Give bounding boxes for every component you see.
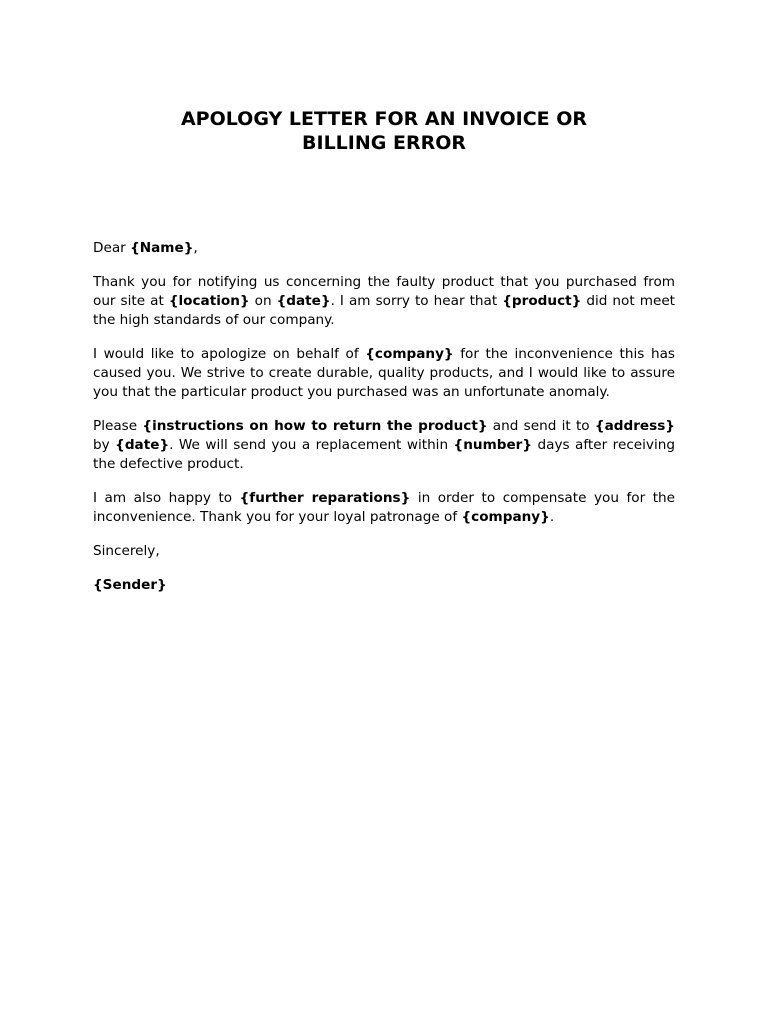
placeholder-product: {product} <box>502 293 582 309</box>
paragraph-1 <box>93 273 675 330</box>
p3-text-4: . We will send you a replacement within <box>169 437 454 453</box>
placeholder-sender: {Sender} <box>93 577 167 593</box>
p2-text-2: for the inconvenience this has caused you. We strive to create durable, quality products, and I would like to assure you that the particular product you purchased was an unfortunate anomaly. <box>93 346 675 400</box>
p4-text-3: . <box>549 509 555 525</box>
paragraph-3 <box>93 417 675 474</box>
p2-text-1: I would like to apologize on behalf of <box>93 346 366 362</box>
placeholder-instructions: {instructions on how to return the product} <box>142 418 488 434</box>
p4-text-2: in order to compensate you for the inconvenience. Thank you for your loyal patronage of <box>93 490 676 525</box>
title-line-1: APOLOGY LETTER FOR AN INVOICE OR <box>180 108 588 130</box>
p3-text-1: Please <box>93 418 143 434</box>
letter-body <box>93 239 675 610</box>
p3-text-3: by <box>93 437 116 453</box>
placeholder-company: {company} <box>365 346 454 362</box>
placeholder-number: {number} <box>453 437 533 453</box>
placeholder-name: {Name} <box>130 240 194 256</box>
paragraph-4 <box>93 489 675 527</box>
greeting-suffix: , <box>193 240 198 256</box>
placeholder-location: {location} <box>168 293 250 309</box>
signoff: Sincerely, <box>93 543 160 559</box>
p3-text-5: days after receiving the defective product. <box>93 437 675 472</box>
letter-title <box>93 107 675 155</box>
placeholder-company-2: {company} <box>461 509 550 525</box>
placeholder-date-2: {date} <box>115 437 170 453</box>
paragraph-2 <box>93 345 675 402</box>
p1-text-3: . I am sorry to hear that <box>330 293 503 309</box>
p1-text-1: Thank you for notifying us concerning the faulty product that you purchased from our site at <box>93 274 675 309</box>
p1-text-2: on <box>249 293 277 309</box>
title-line-2: BILLING ERROR <box>302 132 466 154</box>
p3-text-2: and send it to <box>487 418 595 434</box>
p1-text-4: did not meet the high standards of our company. <box>93 293 676 328</box>
p4-text-1: I am also happy to <box>93 490 240 506</box>
placeholder-reparations: {further reparations} <box>239 490 411 506</box>
placeholder-date: {date} <box>276 293 331 309</box>
greeting-prefix: Dear <box>93 240 131 256</box>
placeholder-address: {address} <box>594 418 675 434</box>
greeting <box>93 239 675 258</box>
